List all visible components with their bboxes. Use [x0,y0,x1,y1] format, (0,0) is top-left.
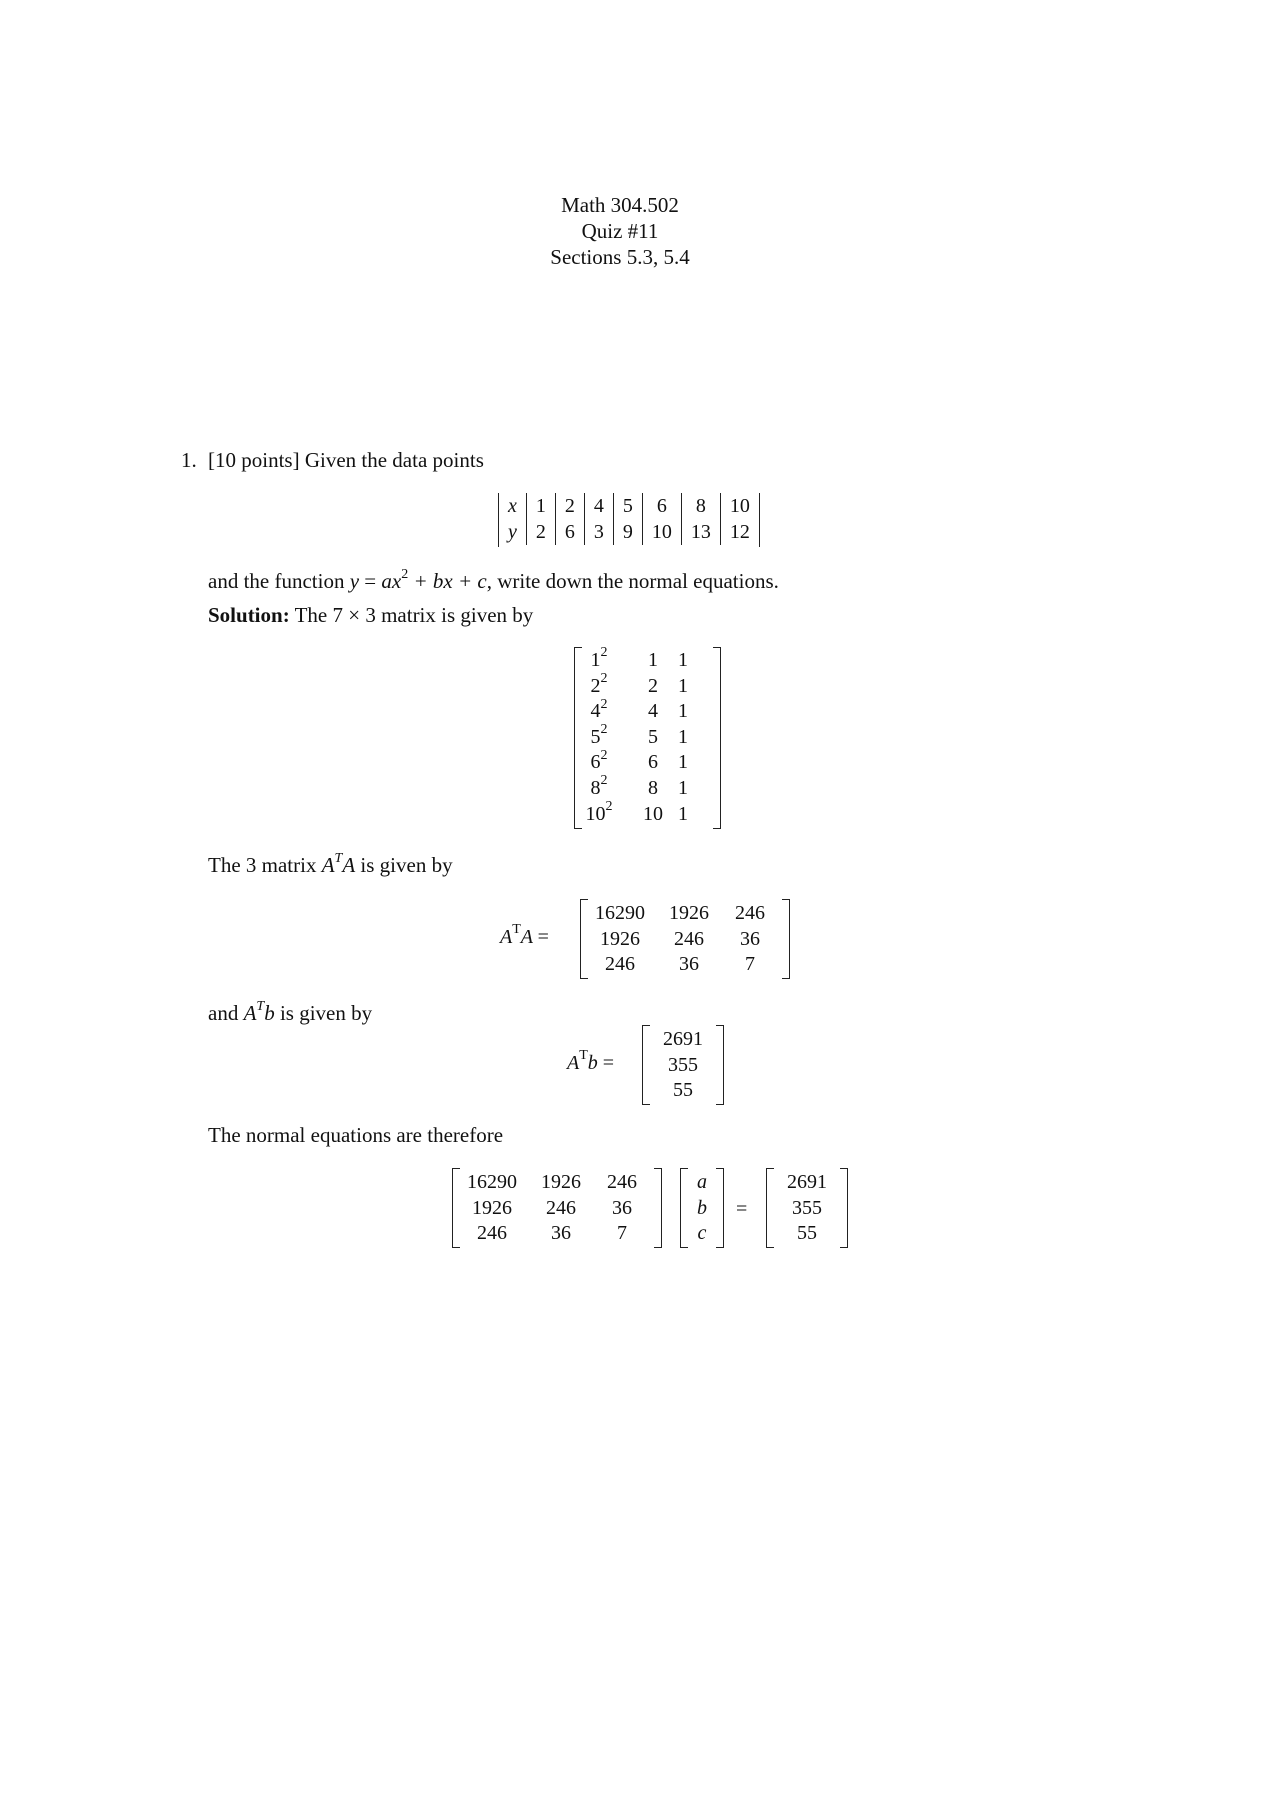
matrix-cell: 36 [612,1196,632,1219]
matrix-cell: c [697,1222,707,1245]
matrix-cell: a [697,1171,707,1193]
matrix-cell: 246 [546,1196,576,1219]
matrix-cell: 6 [648,751,658,774]
matrix-cell: 1926 [600,927,640,950]
matrix-cell: 8 [648,777,658,799]
matrix-cell: 55 [673,1079,693,1102]
table-cell: 8 [681,493,720,519]
matrix-cell: 1 [678,777,688,799]
table-cell: 2 [555,493,584,519]
table-row-x [499,493,759,519]
matrix-cell: $1^2$ [590,645,608,671]
matrix-cell: 1 [678,649,688,671]
matrix-cell: 36 [551,1222,571,1245]
matrix-cell: 1 [648,649,658,671]
data-table-frame [498,493,760,547]
solution-label: Solution: [208,603,290,627]
matrix-cell: 16290 [467,1171,517,1193]
table-row-y [499,519,759,545]
matrix-cell: 55 [797,1222,817,1245]
matrix-cell: $5^2$ [590,722,608,748]
matrix-cell: 1 [678,802,688,825]
table-cell: 4 [584,493,613,519]
atb-vector [642,1025,724,1105]
problem-number: 1. [181,448,197,472]
matrix-cell: 246 [607,1171,637,1193]
matrix-cell: 36 [740,927,760,950]
function-sentence: and the function $y = ax^2$ + bx + c, write down the normal equations. [208,567,779,593]
matrix-cell: 2 [648,674,658,697]
problem-intro: [10 points] Given the data points [208,448,484,472]
matrix-cell: 1 [678,674,688,697]
matrix-cell: 1 [678,725,688,748]
matrix-cell: 16290 [595,902,645,924]
unknowns-vector [680,1168,724,1248]
sections-title: Sections 5.3, 5.4 [550,245,690,269]
matrix-cell: 7 [745,953,755,976]
matrix-cell: 1926 [669,902,709,924]
solution-line: Solution: The 7 × 3 matrix is given by [208,603,534,627]
matrix-cell: 1 [678,700,688,723]
table-label-x: x [508,495,517,517]
matrix-cell: 1926 [541,1171,581,1193]
matrix-cell: 2691 [663,1028,703,1050]
matrix-cell: $4^2$ [590,696,608,723]
matrix-cell: $10^2$ [585,798,613,825]
matrix-cell: $8^2$ [590,773,608,799]
matrix-cell: 36 [679,953,699,976]
table-cell: 12 [720,519,759,545]
table-cell: 6 [555,519,584,545]
table-cell: 10 [642,519,681,545]
matrix-cell: b [697,1196,707,1219]
matrix-cell: 2691 [787,1171,827,1193]
normal-sentence: The normal equations are therefore [208,1123,504,1147]
quiz-title: Quiz #11 [581,219,659,243]
matrix-cell: 10 [643,802,663,825]
table-label-y: y [508,521,517,543]
table-cell: 3 [584,519,613,545]
matrix-cell: 246 [477,1222,507,1245]
table-cell: 5 [613,493,642,519]
rhs-vector [766,1168,848,1248]
normal-coefficient-matrix [452,1168,662,1248]
table-cell: 2 [526,519,555,545]
matrix-cell: $2^2$ [590,670,608,697]
ata-label: $A^TA$ = [500,922,549,948]
document-header [0,192,1240,270]
matrix-cell: 246 [735,902,765,924]
matrix-cell: 246 [674,927,704,950]
equals-sign: = [736,1198,748,1220]
ata-matrix [580,899,790,979]
table-cell: 1 [526,493,555,519]
table-cell: 9 [613,519,642,545]
table-cell: 6 [642,493,681,519]
table-cell: 10 [720,493,759,519]
matrix-cell: 7 [617,1222,627,1245]
table-cell: 13 [681,519,720,545]
matrix-cell: 355 [668,1053,698,1076]
design-matrix [574,647,721,829]
matrix-cell: 5 [648,725,658,748]
data-table [499,493,759,545]
matrix-cell: 1926 [472,1196,512,1219]
matrix-cell: 1 [678,751,688,774]
course-title: Math 304.502 [561,193,679,217]
matrix-cell: 4 [648,700,658,723]
atb-sentence: and $A^Tb$ is given by [208,999,373,1025]
matrix-cell: 246 [605,953,635,976]
ata-sentence: The 3 matrix $A^TA$ is given by [208,851,453,877]
right-bracket [713,647,721,829]
matrix-cell: $6^2$ [590,747,608,774]
atb-label: $A^Tb$ = [567,1048,615,1074]
matrix-cell: 355 [792,1196,822,1219]
